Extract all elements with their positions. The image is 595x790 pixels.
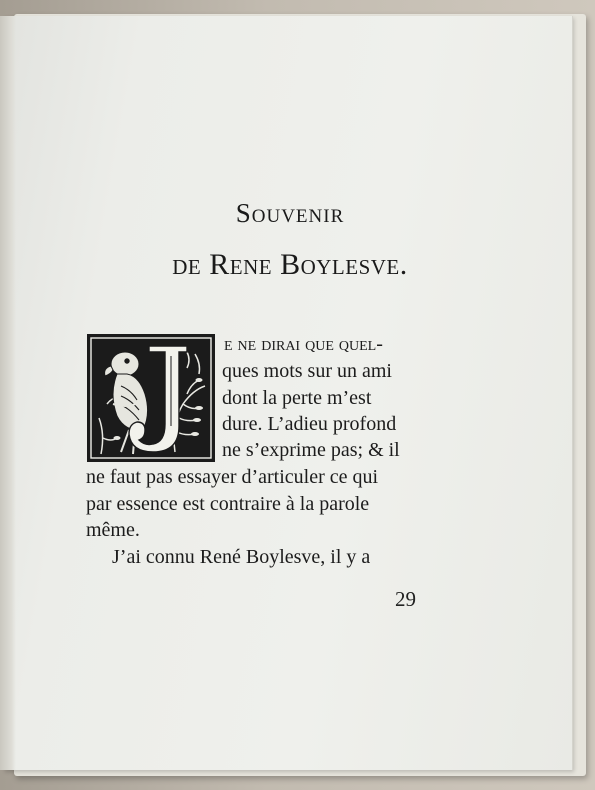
body-line-2: ques mots sur un ami: [222, 360, 392, 382]
title-line-2-text: de Rene Boylesve.: [172, 248, 408, 281]
ornamental-drop-cap: [87, 334, 215, 462]
body-line-3: dont la perte m’est: [222, 387, 372, 409]
body-line-7: par essence est contraire à la parole: [86, 493, 370, 515]
page-number: 29: [395, 587, 416, 611]
title-line-1-text: Souvenir: [235, 198, 345, 228]
book-gutter: [0, 16, 16, 770]
chapter-title-line-2: [80, 248, 500, 282]
body-line-5: ne s’exprime pas; & il: [222, 439, 400, 461]
body-line-9: J’ai connu René Boylesve, il y a: [112, 546, 371, 568]
body-line-6: ne faut pas essayer d’articuler ce qui: [86, 466, 379, 488]
body-line-4: dure. L’adieu profond: [222, 413, 397, 435]
body-line-1: e ne dirai que quel-: [224, 333, 383, 355]
body-line-8: même.: [86, 519, 140, 541]
chapter-title-line-1: [80, 198, 500, 229]
